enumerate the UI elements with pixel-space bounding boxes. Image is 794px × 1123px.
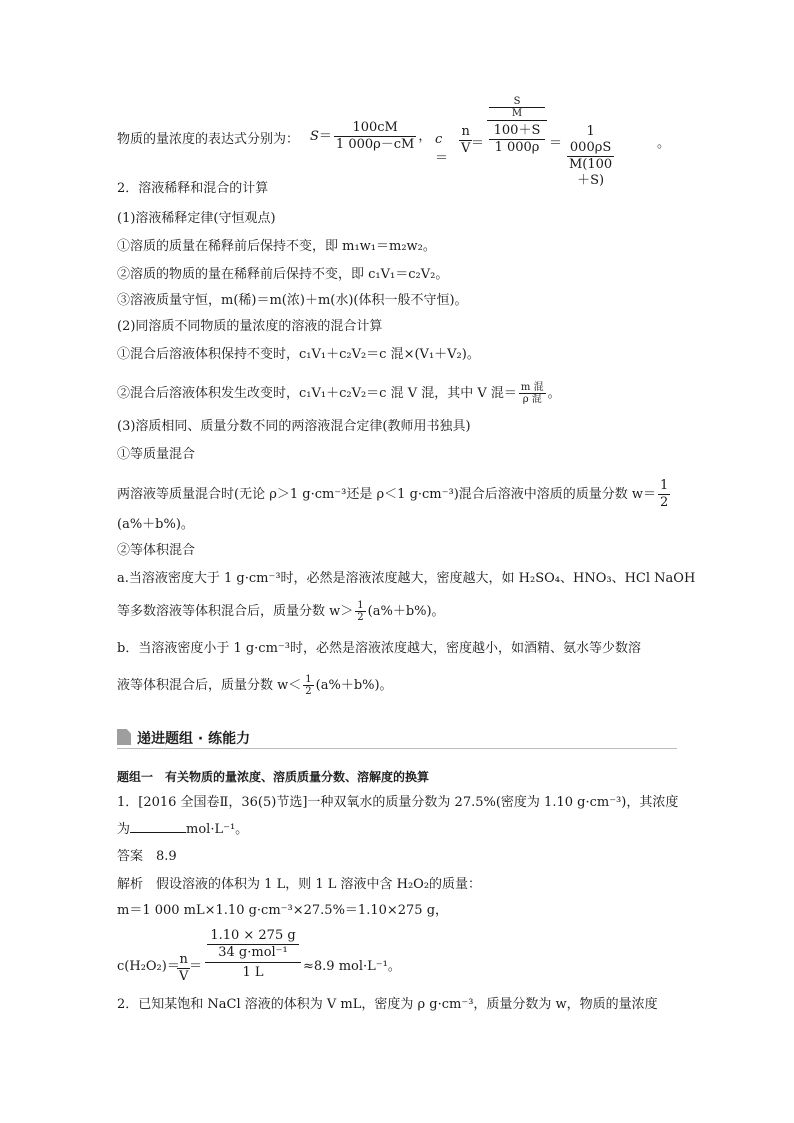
answer-blank	[130, 820, 186, 833]
s-formula: S＝ $\frac{100cM}{1 000\rho-cM}$ ，	[310, 120, 432, 152]
equal-volume-a-cont: 等多数溶液等体积混合后，质量分数 w＞ $\frac{1}{2}$ (a%＋b%)。	[117, 600, 445, 623]
question-2: 2．已知某饱和 NaCl 溶液的体积为 V mL，密度为 ρ g·cm⁻³，质量分数为 w，物质的量浓度	[117, 997, 658, 1012]
half-fraction: $\frac{1}{2}$	[660, 478, 669, 510]
answer-value: 8.9	[156, 849, 177, 864]
equal-mass-tail: (a%＋b%)。	[117, 517, 194, 532]
equal-volume-b: b．当溶液密度小于 1 g·cm⁻³时，必然是溶液浓度越大，密度越小，如酒精、氨水等少数溶	[117, 641, 641, 656]
subheading-3: (3)溶质相同、质量分数不同的两溶液混合定律(教师用书独具)	[117, 419, 471, 434]
vmix-fraction: $\frac{\text{m 混}}{\text{ρ 混}}$	[520, 382, 544, 405]
formula-intro: 物质的量浓度的表达式分别为：	[117, 132, 300, 147]
section-header	[117, 728, 677, 749]
section-title: 递进题组 · 练能力	[137, 731, 251, 747]
analysis-line: 解析 假设溶液的体积为 1 L，则 1 L 溶液中含 H₂O₂的质量：	[117, 877, 482, 892]
half-fraction-2: $\frac{1}{2}$	[357, 600, 364, 623]
equal-mass-heading: ①等质量混合	[117, 447, 196, 462]
c-big-fraction: S M 100＋S 1 000ρ	[487, 96, 547, 156]
rule-moles: ②溶质的物质的量在稀释前后保持不变，即 c₁V₁＝c₂V₂。	[117, 267, 449, 282]
subheading-1: (1)溶液稀释定律(守恒观点)	[117, 211, 276, 226]
c-result-fraction: $\frac{1 000\rho S}{M(100+S)}$	[569, 124, 613, 188]
calc-mass: m＝1 000 mL×1.10 g·cm⁻³×27.5%＝1.10×275 g，	[117, 903, 449, 918]
subheading-2: (2)同溶质不同物质的量浓度的溶液的混合计算	[117, 319, 383, 334]
equal-volume-a: a.当溶液密度大于 1 g·cm⁻³时，必然是溶液浓度越大，密度越大，如 H₂SO₄、HNO₃、HCl NaOH	[117, 571, 696, 586]
rule-solution-mass: ③溶液质量守恒，m(稀)＝m(浓)＋m(水)(体积一般不守恒)。	[117, 293, 468, 308]
answer-line	[117, 848, 177, 866]
analysis-label: 解析	[117, 877, 144, 892]
equal-volume-heading: ②等体积混合	[117, 543, 196, 558]
heading-2: 2．溶液稀释和混合的计算	[117, 181, 269, 196]
half-fraction-3: $\frac{1}{2}$	[305, 674, 312, 697]
n-over-v-fraction: $\frac{n}{V}$	[179, 952, 189, 984]
s-fraction: $\frac{100cM}{1 000\rho-cM}$	[335, 120, 415, 152]
rule-mass: ①溶质的质量在稀释前后保持不变，即 m₁w₁＝m₂w₂。	[117, 239, 436, 254]
mix-volume-change: ②混合后溶液体积发生改变时，c₁V₁＋c₂V₂＝c 混 V 混，其中 V 混＝ $\frac{\text{m 混}}{\text{ρ 混}}$ 。	[117, 382, 561, 405]
mix-volume-constant: ①混合后溶液体积保持不变时，c₁V₁＋c₂V₂＝c 混×(V₁＋V₂)。	[117, 347, 480, 362]
equal-mass-text: 两溶液等质量混合时(无论 ρ＞1 g·cm⁻³还是 ρ＜1 g·cm⁻³)混合后溶液中溶质的质量分数 w＝ $\frac{1}{2}$	[117, 478, 669, 510]
equal-volume-b-cont: 液等体积混合后，质量分数 w＜ $\frac{1}{2}$ (a%＋b%)。	[117, 674, 393, 697]
question-group-title: 题组一 有关物质的量浓度、溶质质量分数、溶解度的换算	[117, 770, 430, 784]
question-1: 1．[2016 全国卷Ⅱ，36(5)节选]一种双氧水的质量分数为 27.5%(密度为 1.10 g·cm⁻³)，其浓度	[117, 795, 679, 810]
calc-big-fraction: 1.10 × 275 g 34 g·mol⁻¹ 1 L	[205, 928, 301, 981]
concentration-formula-line: 物质的量浓度的表达式分别为： S＝ $\frac{100cM}{1 000\rho-cM}$ ， c＝ $\frac{n}{V}$ ＝ S M 100＋S 1 000ρ ＝ $\frac{1 000\rho S}{M(100+S)}$ 。	[117, 96, 671, 188]
c-n-over-v: $\frac{n}{V}$	[461, 124, 471, 156]
pencil-icon	[117, 729, 131, 745]
answer-label: 答案	[117, 849, 144, 864]
question-1-cont: 为 mol·L⁻¹。	[117, 822, 249, 837]
